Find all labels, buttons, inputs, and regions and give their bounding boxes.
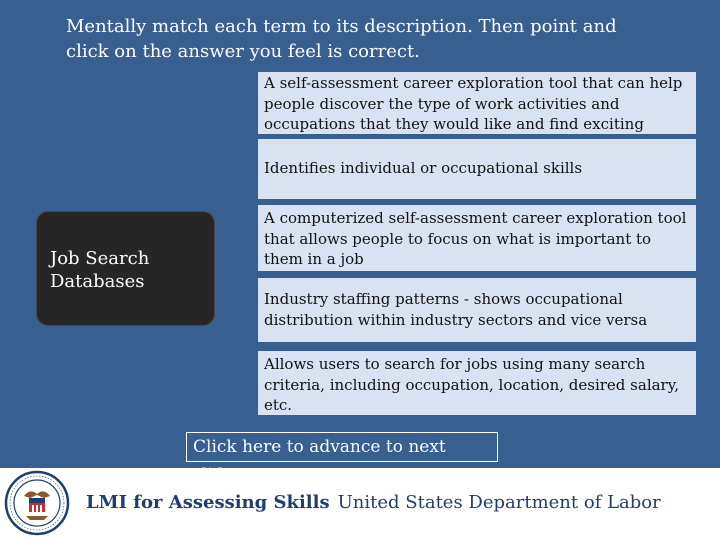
next-slide-link[interactable]: Click here to advance to next (186, 432, 498, 462)
footer (0, 468, 720, 540)
answer-option-1[interactable]: A self-assessment career exploration tool that can help people discover the type of work activities and occupations that they would like and find exciting (258, 72, 696, 134)
term-label (50, 247, 210, 293)
footer-title: LMI for Assessing Skills (86, 492, 330, 513)
term-label-line-2: Databases (50, 271, 145, 292)
answer-option-2[interactable]: Identifies individual or occupational skills (258, 139, 696, 199)
answer-option-4[interactable]: Industry staffing patterns - shows occupational distribution within industry sectors and vice versa (258, 278, 696, 342)
term-box (36, 211, 215, 326)
department-of-labor-seal-icon (4, 470, 70, 536)
footer-text (86, 491, 661, 515)
instructions-text (66, 14, 626, 64)
term-label-line-1: Job Search (50, 248, 150, 269)
instructions-line-2: click on the answer you feel is correct. (66, 41, 420, 62)
answer-option-3[interactable]: A computerized self-assessment career exploration tool that allows people to focus on what is important to them in a job (258, 205, 696, 271)
answer-option-5[interactable]: Allows users to search for jobs using many search criteria, including occupation, location, desired salary, etc. (258, 351, 696, 415)
instructions-line-1: Mentally match each term to its description. Then point and (66, 16, 617, 37)
footer-organization: United States Department of Labor (337, 492, 661, 513)
